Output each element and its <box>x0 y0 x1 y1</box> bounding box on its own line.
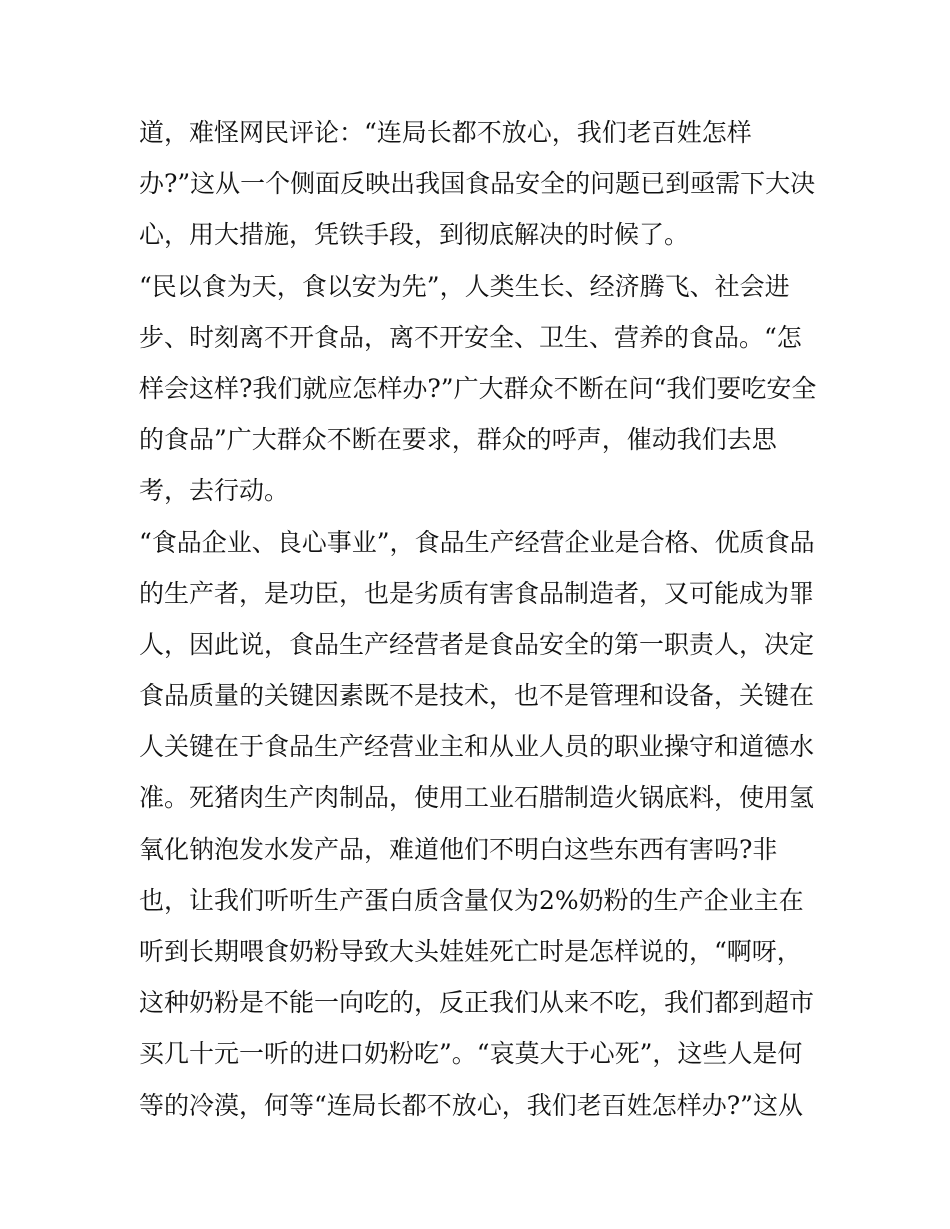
text-line: 道，难怪网民评论：“连局长都不放心，我们老百姓怎样 <box>139 118 752 147</box>
text-line: 的生产者，是功臣，也是劣质有害食品制造者，又可能成为罪 <box>139 578 815 608</box>
text-line: 氧化钠泡发水发产品，难道他们不明白这些东西有害吗?非 <box>139 834 778 864</box>
text-line: “民以食为天，食以安为先”，人类生长、经济腾飞、社会进 <box>139 271 790 301</box>
text-line: 步、时刻离不开食品，离不开安全、卫生、营养的食品。“怎 <box>139 322 802 352</box>
text-line: “食品企业、良心事业”，食品生产经营企业是合格、优质食品 <box>139 527 815 557</box>
text-line: 心，用大措施，凭铁手段，到彻底解决的时候了。 <box>139 220 690 250</box>
text-line: 听到长期喂食奶粉导致大头娃娃死亡时是怎样说的，“啊呀， <box>139 937 802 966</box>
text-line: 等的冷漠，何等“连局长都不放心，我们老百姓怎样办?”这从 <box>139 1090 803 1120</box>
text-line: 的食品”广大群众不断在要求，群众的呼声，催动我们去思 <box>139 425 777 455</box>
text-line: 这种奶粉是不能一向吃的，反正我们从来不吃，我们都到超市 <box>139 988 815 1018</box>
text-line: 人关键在于食品生产经营业主和从业人员的职业操守和道德水 <box>139 732 815 762</box>
text-line: 买几十元一听的进口奶粉吃”。“哀莫大于心死”，这些人是何 <box>139 1039 803 1069</box>
text-line: 也，让我们听听生产蛋白质含量仅为2%奶粉的生产企业主在 <box>139 885 804 915</box>
text-line: 人，因此说，食品生产经营者是食品安全的第一职责人，决定 <box>139 629 815 659</box>
text-line: 准。死猪肉生产肉制品，使用工业石腊制造火锅底料，使用氢 <box>139 783 815 813</box>
text-line: 样会这样?我们就应怎样办?”广大群众不断在问“我们要吃安全 <box>139 373 817 403</box>
text-line: 办?”这从一个侧面反映出我国食品安全的问题已到亟需下大决 <box>139 169 816 199</box>
document-body <box>139 107 819 1131</box>
text-line: 食品质量的关键因素既不是技术，也不是管理和设备，关键在 <box>139 681 815 711</box>
text-line: 考，去行动。 <box>139 476 290 506</box>
